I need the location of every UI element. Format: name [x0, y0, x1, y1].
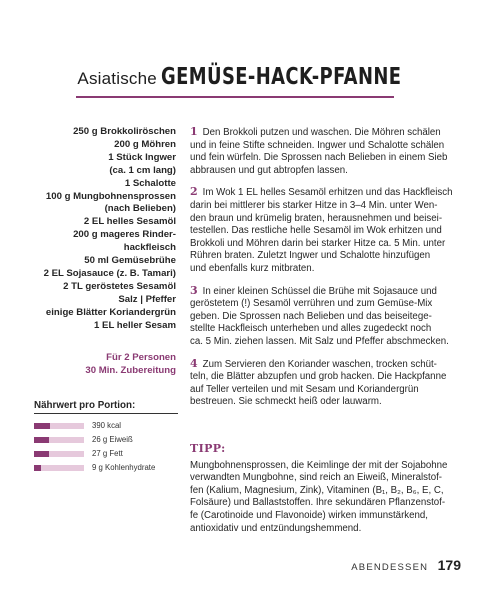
- nutrition-row: [34, 435, 133, 444]
- nutrition-bar: [34, 437, 84, 443]
- step-first-line: [190, 358, 468, 372]
- step-number: 3: [190, 283, 198, 297]
- nutrition-heading: Nährwert pro Portion:: [34, 400, 136, 411]
- servings-prep-time: 30 Min. Zubereitung: [85, 365, 176, 376]
- ingredient-item: 1 Schalotte: [124, 177, 176, 189]
- page-number: 179: [437, 557, 461, 573]
- nutrition-divider: [34, 413, 178, 414]
- step-text-line: und fein würfeln. Die Sprossen nach Belieben in einem Sieb: [190, 152, 448, 164]
- step-text-line: den braun und krümelig braten, herausnehmen und beisei-: [190, 212, 443, 224]
- instruction-step: [190, 126, 468, 177]
- step-text-line: stellte Hackfleisch unterheben und alles zugedeckt noch: [190, 323, 432, 335]
- nutrition-row: [34, 449, 123, 458]
- ingredient-item: 2 TL geröstetes Sesamöl: [63, 280, 176, 292]
- nutrition-row: [34, 463, 155, 472]
- step-first-line: [190, 186, 468, 200]
- step-number: 1: [190, 125, 198, 138]
- ingredient-item: 200 g mageres Rinder-: [73, 229, 176, 241]
- nutrition-label: 26 g Eiweiß: [92, 435, 133, 444]
- step-text-line: und ebenfalls kurz mitbraten.: [190, 262, 315, 274]
- instruction-step: [190, 285, 468, 349]
- step-text: Den Brokkoli putzen und waschen. Die Möhren schälen: [202, 127, 441, 138]
- tip-text-line: fen (Kalium, Magnesium, Zink), Vitaminen (B₁, B₂, B₆, E, C,: [190, 484, 444, 496]
- page-footer: [351, 557, 461, 575]
- ingredient-item: (ca. 1 cm lang): [109, 164, 176, 176]
- tip-text-line: fe (Carotinoide und Flavonoide) wirken immunstärkend,: [190, 509, 428, 521]
- tip-text-line: Folsäure) und Ballaststoffen. Ihre sekundären Pflanzenstof-: [190, 497, 446, 509]
- step-text-line: bestreuen. Sie schmeckt heiß oder lauwarm.: [190, 396, 382, 408]
- ingredient-item: 200 g Möhren: [114, 138, 176, 150]
- ingredient-item: einige Blätter Koriandergrün: [45, 306, 176, 318]
- step-first-line: [190, 126, 468, 140]
- step-first-line: [190, 285, 468, 299]
- step-text-line: geben. Die Sprossen nach Belieben und das beiseitege-: [190, 310, 432, 322]
- step-text-line: geröstetem (!) Sesamöl verrühren und zum Gemüse-Mix: [190, 298, 433, 310]
- servings-persons: Für 2 Personen: [106, 352, 176, 363]
- nutrition-bar: [34, 451, 84, 457]
- step-number: 2: [190, 185, 198, 199]
- step-text: Im Wok 1 EL helles Sesamöl erhitzen und das Hackfleisch: [202, 187, 453, 199]
- servings-info: [28, 351, 176, 377]
- step-text-line: darin bei mittlerer bis starker Hitze in 3–4 Min. unter Wen-: [190, 199, 438, 211]
- section-name: ABENDESSEN: [351, 562, 429, 573]
- ingredient-item: 2 EL Sojasauce (z. B. Tamari): [43, 267, 176, 279]
- nutrition-label: 390 kcal: [92, 421, 122, 430]
- tip-title: TIPP:: [190, 442, 226, 455]
- step-number: 4: [190, 356, 198, 370]
- ingredient-item: 250 g Brokkoliröschen: [73, 126, 176, 137]
- step-text: In einer kleinen Schüssel die Brühe mit Sojasauce und: [202, 285, 437, 297]
- nutrition-label: 27 g Fett: [92, 449, 123, 458]
- nutrition-bar-fill: [34, 451, 49, 457]
- step-text-line: auf Teller verteilen und mit Sesam und Koriandergrün: [190, 383, 419, 395]
- step-text-line: Brokkoli und Möhren darin bei starker Hitze ca. 5 Min. unter: [190, 237, 446, 249]
- step-text-line: ca. 5 Min. ziehen lassen. Mit Salz und Pfeffer abschmecken.: [190, 335, 449, 347]
- step-text-line: Rühren braten. Zuletzt Ingwer und Schalotte hinzufügen: [190, 250, 431, 262]
- ingredient-item: 2 EL helles Sesamöl: [83, 216, 176, 228]
- ingredient-list: [28, 126, 176, 333]
- nutrition-bar: [34, 465, 84, 471]
- ingredient-item: Salz | Pfeffer: [118, 293, 176, 305]
- tip-box: [190, 443, 470, 535]
- ingredient-item: (nach Belieben): [104, 203, 176, 215]
- ingredient-item: 1 EL heller Sesam: [94, 319, 176, 331]
- instruction-step: [190, 186, 468, 275]
- recipe-title: [0, 64, 495, 90]
- tip-text-line: verwandten Mungbohne, sind reich an Eiweiß, Mineralstof-: [190, 472, 443, 484]
- step-text-line: teln, die Blätter abzupfen und grob hacken. Die Hackpfanne: [190, 371, 447, 383]
- step-text: Zum Servieren den Koriander waschen, trocken schüt-: [202, 358, 437, 370]
- nutrition-label: 9 g Kohlenhydrate: [92, 463, 156, 472]
- nutrition-bar-fill: [34, 465, 41, 471]
- recipe-title-main: GEMÜSE-HACK-PFANNE: [161, 64, 402, 90]
- instruction-steps: [190, 126, 468, 418]
- nutrition-bar: [34, 423, 84, 429]
- tip-text-line: Mungbohnensprossen, die Keimlinge der mit der Sojabohne: [190, 459, 448, 471]
- instruction-step: [190, 358, 468, 409]
- tip-text-line: antioxidativ und entzündungshemmend.: [190, 522, 362, 534]
- ingredient-item: hackfleisch: [123, 242, 176, 254]
- step-text-line: abbrausen und gut abtropfen lassen.: [190, 164, 348, 176]
- ingredient-item: 1 Stück Ingwer: [108, 151, 176, 163]
- tip-text: [190, 460, 470, 536]
- ingredient-item: 50 ml Gemüsebrühe: [84, 255, 176, 267]
- step-text-line: und in feine Stifte schneiden. Ingwer und Schalotte schälen: [190, 139, 445, 151]
- nutrition-bar-fill: [34, 423, 50, 429]
- title-underline: [76, 96, 394, 98]
- recipe-title-prefix: Asiatische: [77, 69, 157, 88]
- ingredient-item: 100 g Mungbohnensprossen: [45, 190, 176, 202]
- nutrition-row: [34, 421, 121, 430]
- step-text-line: testellen. Das restliche helle Sesamöl im Wok erhitzen und: [190, 225, 442, 237]
- nutrition-bar-fill: [34, 437, 49, 443]
